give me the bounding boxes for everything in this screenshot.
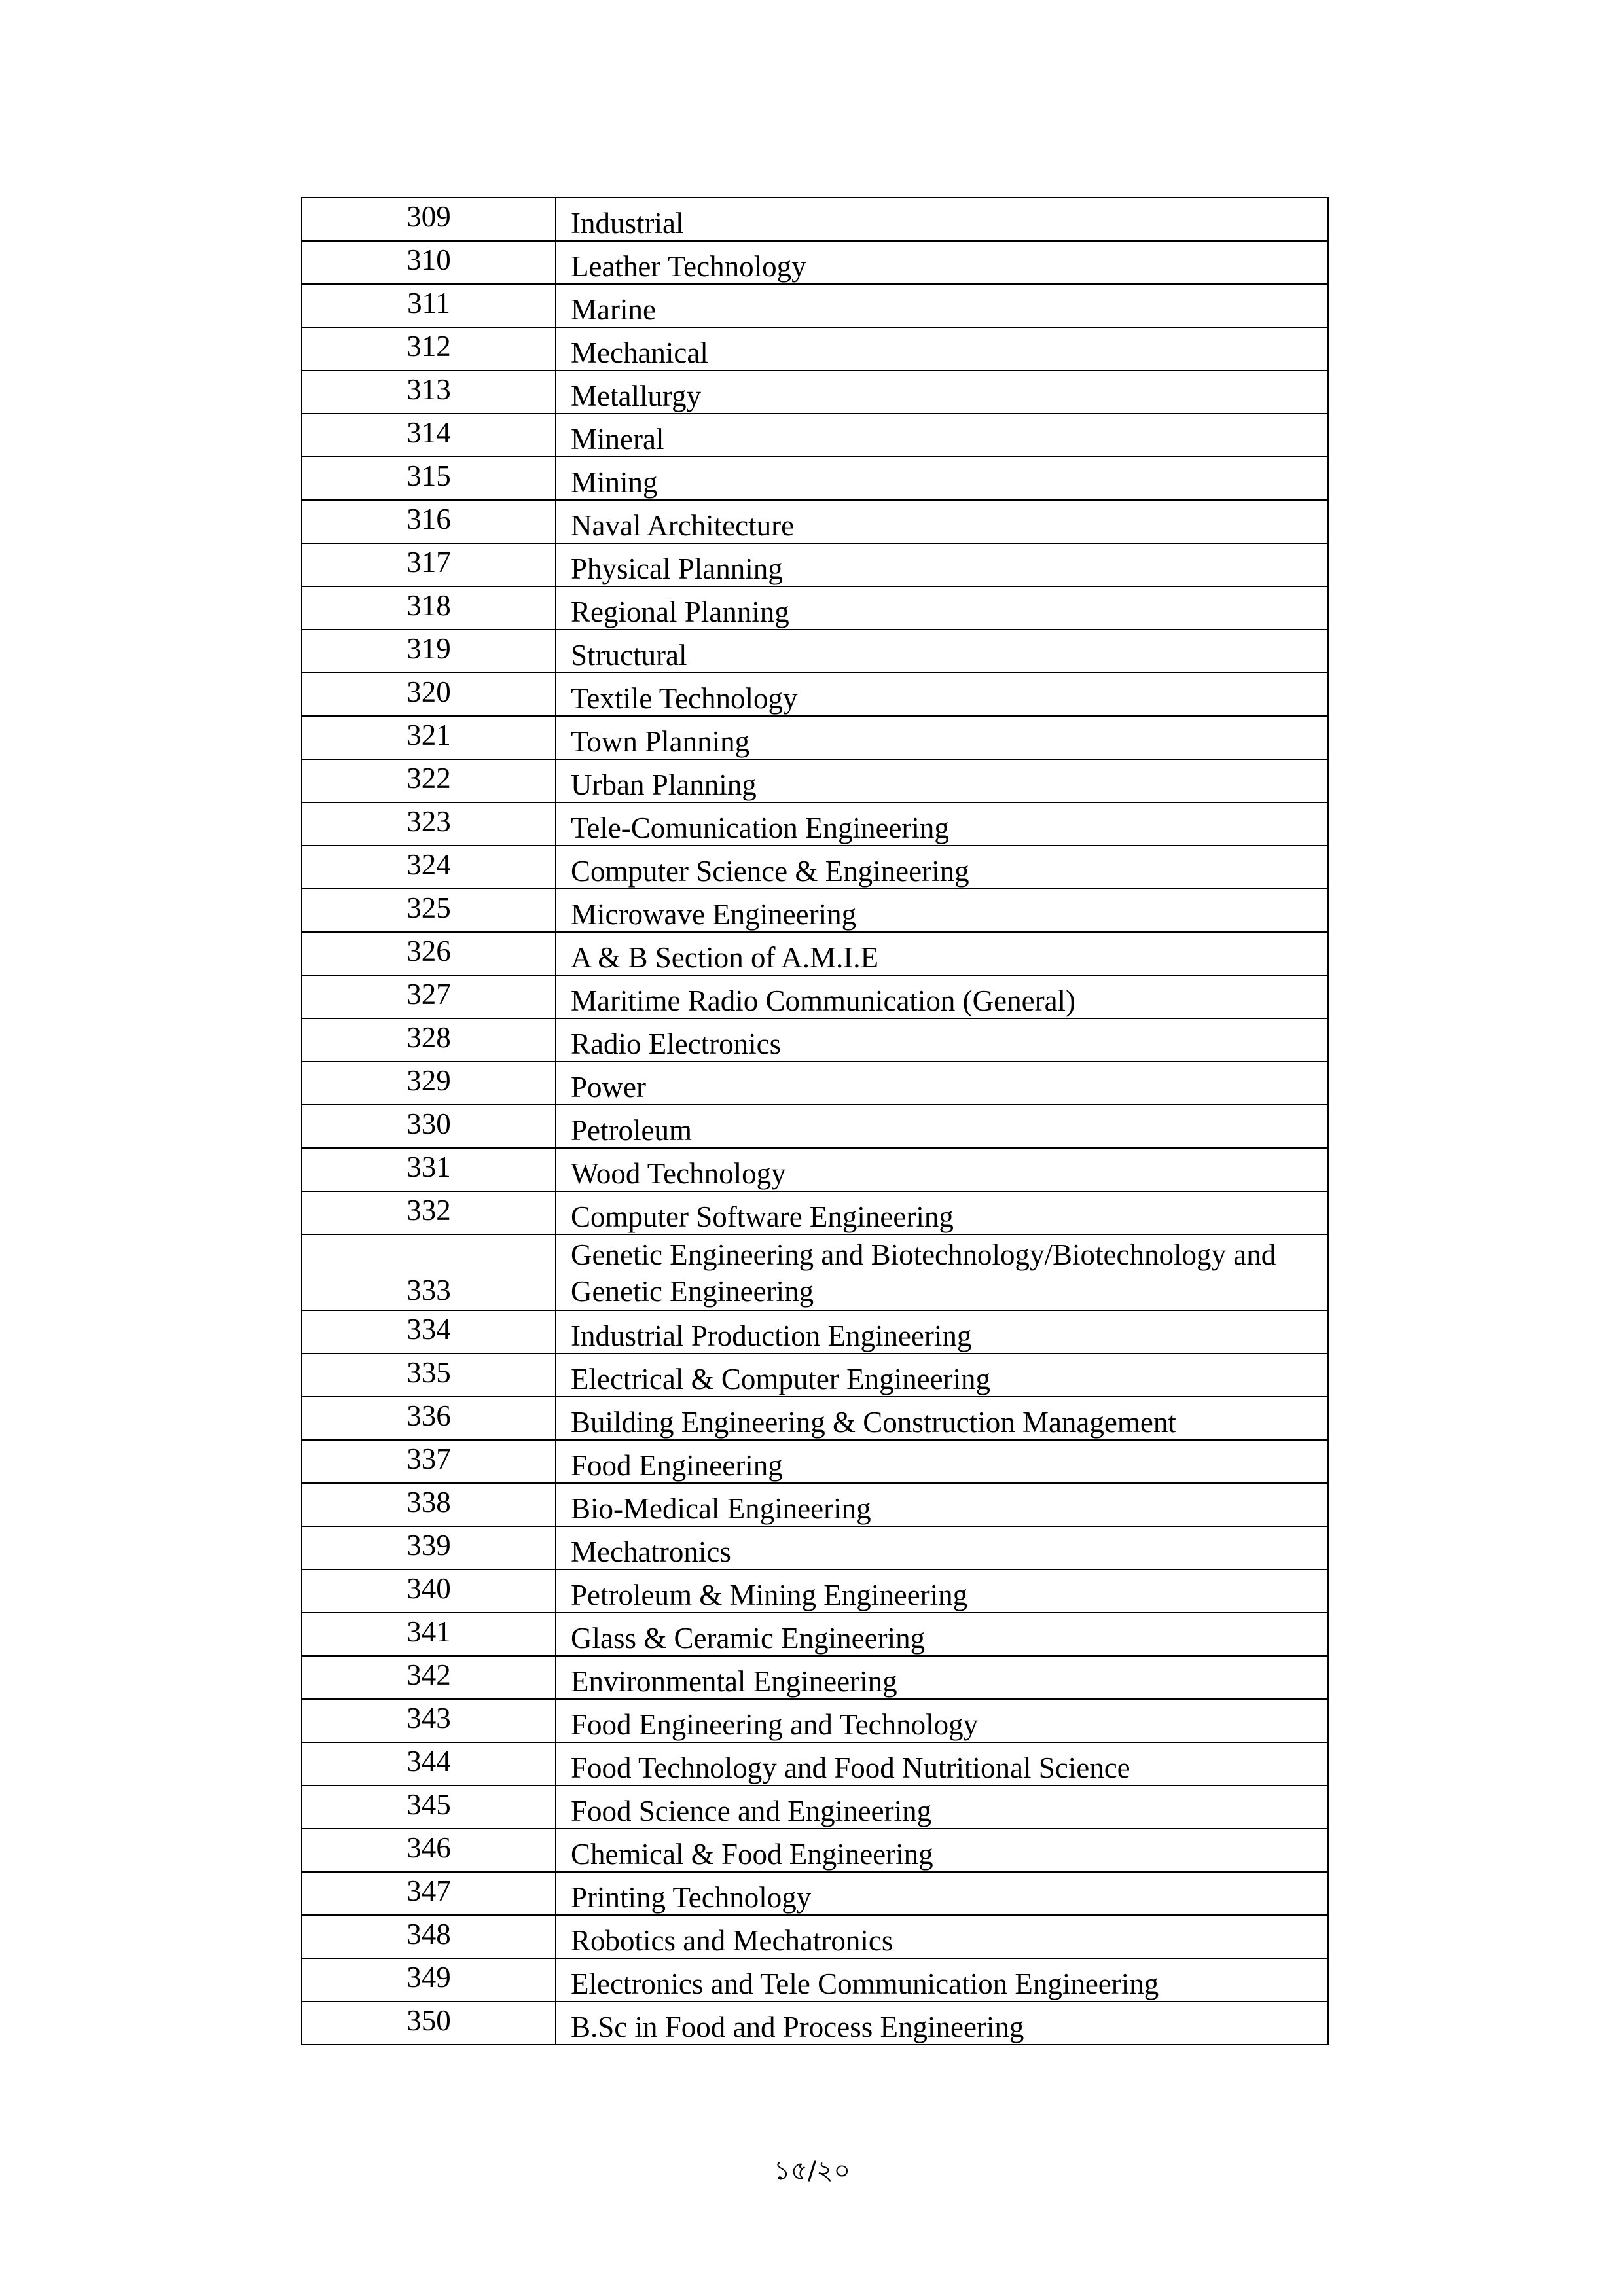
subject-code-cell: 314 xyxy=(302,414,556,457)
subject-code-cell: 331 xyxy=(302,1148,556,1191)
subject-name-cell: Chemical & Food Engineering xyxy=(556,1829,1328,1872)
table-row xyxy=(302,889,1328,932)
table-row xyxy=(302,1483,1328,1526)
subject-name-cell: Petroleum xyxy=(556,1105,1328,1148)
table-row xyxy=(302,457,1328,500)
subject-code-cell: 321 xyxy=(302,716,556,759)
subject-code-cell: 319 xyxy=(302,630,556,673)
table-row xyxy=(302,630,1328,673)
subject-name-cell: Food Science and Engineering xyxy=(556,1785,1328,1829)
subject-name-cell: Industrial Production Engineering xyxy=(556,1310,1328,1354)
page-number: ১৫/২০ xyxy=(773,2156,851,2186)
table-row xyxy=(302,759,1328,802)
table-row xyxy=(302,1829,1328,1872)
table-row xyxy=(302,1570,1328,1613)
subject-code-cell: 337 xyxy=(302,1440,556,1483)
table-row xyxy=(302,1018,1328,1062)
table-row xyxy=(302,1148,1328,1191)
subject-code-cell: 318 xyxy=(302,586,556,630)
subject-code-cell: 327 xyxy=(302,975,556,1018)
subject-name-cell: Leather Technology xyxy=(556,241,1328,284)
subject-name-cell: Mechanical xyxy=(556,327,1328,370)
subject-name-cell: Marine xyxy=(556,284,1328,327)
subject-name-cell: A & B Section of A.M.I.E xyxy=(556,932,1328,975)
subject-name-cell: Naval Architecture xyxy=(556,500,1328,543)
subject-code-cell: 335 xyxy=(302,1354,556,1397)
table-row xyxy=(302,1958,1328,2001)
subject-code-cell: 342 xyxy=(302,1656,556,1699)
subject-code-cell: 341 xyxy=(302,1613,556,1656)
subject-name-cell: Computer Science & Engineering xyxy=(556,846,1328,889)
table-row xyxy=(302,975,1328,1018)
subject-name-cell: Food Engineering and Technology xyxy=(556,1699,1328,1742)
subject-code-cell: 317 xyxy=(302,543,556,586)
table-row xyxy=(302,284,1328,327)
subject-name-cell: Industrial xyxy=(556,198,1328,241)
subject-name-cell: Building Engineering & Construction Management xyxy=(556,1397,1328,1440)
table-row xyxy=(302,241,1328,284)
subject-code-cell: 310 xyxy=(302,241,556,284)
table-row xyxy=(302,586,1328,630)
subject-code-cell: 334 xyxy=(302,1310,556,1354)
subject-code-cell: 315 xyxy=(302,457,556,500)
table-row xyxy=(302,1742,1328,1785)
subject-code-cell: 343 xyxy=(302,1699,556,1742)
subject-name-cell: Maritime Radio Communication (General) xyxy=(556,975,1328,1018)
subject-code-cell: 322 xyxy=(302,759,556,802)
table-row xyxy=(302,1310,1328,1354)
subject-name-cell: B.Sc in Food and Process Engineering xyxy=(556,2001,1328,2045)
subject-name-cell: Structural xyxy=(556,630,1328,673)
subject-code-cell: 311 xyxy=(302,284,556,327)
table-row xyxy=(302,414,1328,457)
table-row xyxy=(302,802,1328,846)
subject-name-cell: Textile Technology xyxy=(556,673,1328,716)
table-row xyxy=(302,673,1328,716)
table-row xyxy=(302,846,1328,889)
table-row xyxy=(302,1915,1328,1958)
table-row xyxy=(302,370,1328,414)
subject-code-cell: 339 xyxy=(302,1526,556,1570)
subject-name-cell: Regional Planning xyxy=(556,586,1328,630)
subject-name-cell: Radio Electronics xyxy=(556,1018,1328,1062)
subject-code-cell: 340 xyxy=(302,1570,556,1613)
table-row xyxy=(302,1440,1328,1483)
subject-name-cell: Metallurgy xyxy=(556,370,1328,414)
subject-code-cell: 325 xyxy=(302,889,556,932)
subject-name-cell: Printing Technology xyxy=(556,1872,1328,1915)
subject-name-cell: Electrical & Computer Engineering xyxy=(556,1354,1328,1397)
subject-name-cell: Genetic Engineering and Biotechnology/Biotechnology and Genetic Engineering xyxy=(556,1234,1328,1310)
subject-code-cell: 326 xyxy=(302,932,556,975)
subject-name-cell: Glass & Ceramic Engineering xyxy=(556,1613,1328,1656)
table-row xyxy=(302,500,1328,543)
subject-code-cell: 312 xyxy=(302,327,556,370)
subject-name-cell: Tele-Comunication Engineering xyxy=(556,802,1328,846)
subject-name-cell: Food Technology and Food Nutritional Science xyxy=(556,1742,1328,1785)
table-row xyxy=(302,1699,1328,1742)
table-body xyxy=(302,198,1328,2045)
table-row xyxy=(302,1872,1328,1915)
table-row xyxy=(302,932,1328,975)
subject-code-cell: 313 xyxy=(302,370,556,414)
table-row xyxy=(302,1656,1328,1699)
table-row xyxy=(302,1062,1328,1105)
subject-code-cell: 332 xyxy=(302,1191,556,1234)
subject-name-cell: Microwave Engineering xyxy=(556,889,1328,932)
table-row xyxy=(302,1105,1328,1148)
subject-code-cell: 330 xyxy=(302,1105,556,1148)
subject-name-cell: Electronics and Tele Communication Engineering xyxy=(556,1958,1328,2001)
subject-name-cell: Urban Planning xyxy=(556,759,1328,802)
subject-code-cell: 350 xyxy=(302,2001,556,2045)
subject-code-cell: 347 xyxy=(302,1872,556,1915)
table-row xyxy=(302,198,1328,241)
subject-name-cell: Mineral xyxy=(556,414,1328,457)
subject-name-cell: Physical Planning xyxy=(556,543,1328,586)
subject-code-cell: 349 xyxy=(302,1958,556,2001)
subject-name-cell: Wood Technology xyxy=(556,1148,1328,1191)
subject-name-cell: Food Engineering xyxy=(556,1440,1328,1483)
table-row xyxy=(302,1191,1328,1234)
subject-code-cell: 345 xyxy=(302,1785,556,1829)
subject-code-cell: 336 xyxy=(302,1397,556,1440)
subject-code-cell: 328 xyxy=(302,1018,556,1062)
subject-name-cell: Power xyxy=(556,1062,1328,1105)
subject-code-cell: 348 xyxy=(302,1915,556,1958)
table-row xyxy=(302,2001,1328,2045)
subject-code-table xyxy=(301,197,1329,2045)
subject-name-cell: Petroleum & Mining Engineering xyxy=(556,1570,1328,1613)
subject-name-cell: Bio-Medical Engineering xyxy=(556,1483,1328,1526)
subject-code-cell: 346 xyxy=(302,1829,556,1872)
subject-name-cell: Mining xyxy=(556,457,1328,500)
table-row xyxy=(302,327,1328,370)
subject-code-cell: 329 xyxy=(302,1062,556,1105)
subject-code-cell: 333 xyxy=(302,1234,556,1310)
table-row xyxy=(302,716,1328,759)
subject-code-cell: 316 xyxy=(302,500,556,543)
subject-name-cell: Town Planning xyxy=(556,716,1328,759)
table-row xyxy=(302,1354,1328,1397)
subject-code-cell: 338 xyxy=(302,1483,556,1526)
table-row xyxy=(302,1526,1328,1570)
table-row xyxy=(302,1613,1328,1656)
subject-code-cell: 309 xyxy=(302,198,556,241)
table-row xyxy=(302,1397,1328,1440)
subject-code-cell: 323 xyxy=(302,802,556,846)
subject-name-cell: Computer Software Engineering xyxy=(556,1191,1328,1234)
table-row xyxy=(302,1234,1328,1310)
subject-code-cell: 324 xyxy=(302,846,556,889)
subject-name-cell: Robotics and Mechatronics xyxy=(556,1915,1328,1958)
subject-name-cell: Environmental Engineering xyxy=(556,1656,1328,1699)
subject-code-cell: 320 xyxy=(302,673,556,716)
table-row xyxy=(302,1785,1328,1829)
subject-name-cell: Mechatronics xyxy=(556,1526,1328,1570)
table-row xyxy=(302,543,1328,586)
subject-code-cell: 344 xyxy=(302,1742,556,1785)
